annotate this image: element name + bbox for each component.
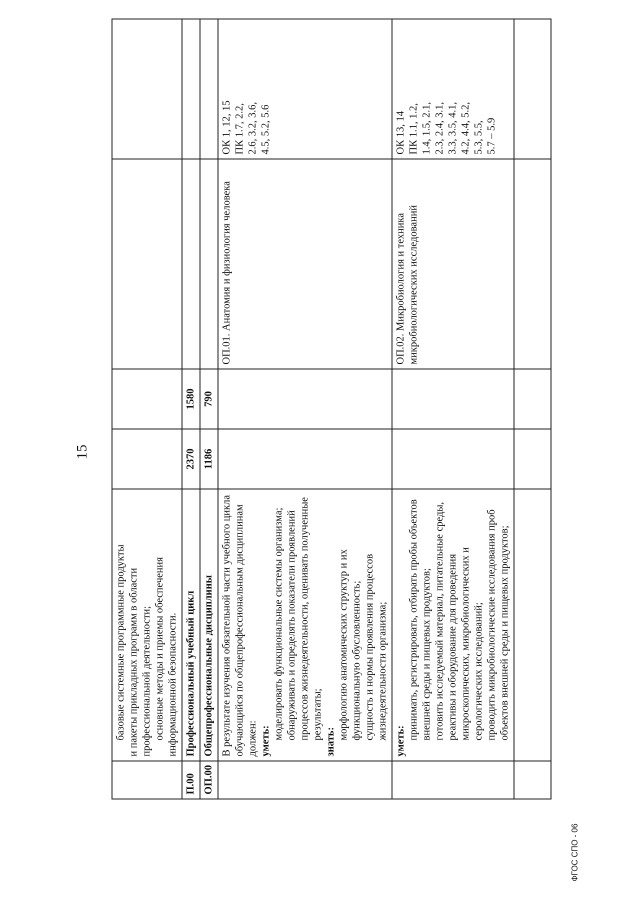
page-number: 15 xyxy=(74,444,90,460)
intro-text: В результате изучения обязательной части учебного цикла обучающийся по общепрофессиональным дисциплинам должен: xyxy=(221,494,258,757)
footer-code: ФГОС СПО - 06 xyxy=(570,823,579,882)
content-cell xyxy=(218,489,392,761)
list-item: основные методы и приемы обеспечения xyxy=(154,557,165,741)
rotated-page xyxy=(50,5,590,900)
competence-line: 5.3, 5.5, xyxy=(473,120,484,155)
competence-line: ПК 1.1, 1.2, xyxy=(408,103,419,155)
competence-line: 1.4, 1.5, 2.1, xyxy=(421,102,432,155)
competence-cell xyxy=(514,19,551,159)
competence-line: 2.3, 2.4, 3.1, xyxy=(434,102,445,155)
list-item: принимать, регистрировать, отбирать пробы объектов внешней среды и пищевых продуктов; xyxy=(408,499,432,741)
row-code: П.00 xyxy=(182,761,200,799)
competence-line: 3.3, 3.5, 4.1, xyxy=(447,102,458,155)
mandatory-hours: 790 xyxy=(200,369,218,429)
code-cell xyxy=(514,761,551,799)
competence-line: ПК 1.7, 2.2, xyxy=(234,103,245,155)
competence-line: 2.6, 3.2, 3.6, xyxy=(247,102,258,155)
total-hours: 2370 xyxy=(182,429,200,489)
table-row xyxy=(182,19,200,799)
list-item: морфологию анатомических структур и их функциональную обусловленность; xyxy=(338,549,362,741)
mandatory-cell xyxy=(218,369,392,429)
discipline-cell xyxy=(182,159,200,369)
total-cell xyxy=(514,429,551,489)
table-row xyxy=(112,19,182,799)
table-row xyxy=(392,19,514,799)
table-row xyxy=(218,19,392,799)
mandatory-hours: 1580 xyxy=(182,369,200,429)
discipline-name: ОП.01. Анатомия и физиология человека xyxy=(218,159,392,369)
content-cell xyxy=(514,489,551,761)
list-item: информационной безопасности. xyxy=(167,612,178,757)
row-code: ОП.00 xyxy=(200,761,218,799)
table-row xyxy=(514,19,551,799)
competence-line: 4.2, 4.4, 5.2, xyxy=(460,102,471,155)
competence-line: 4.5, 5.2, 5.6 xyxy=(260,104,271,155)
competence-line: 5.7 – 5.9 xyxy=(486,117,497,155)
row-title: Общепрофессиональные дисциплины xyxy=(200,489,218,761)
content-cell xyxy=(112,489,182,761)
list-item: обнаруживать и определять показатели проявлений процессов жизнедеятельности, оценивать полученные результаты; xyxy=(286,497,323,741)
total-hours: 1186 xyxy=(200,429,218,489)
curriculum-table xyxy=(111,19,551,800)
code-cell xyxy=(112,761,182,799)
code-cell xyxy=(392,761,514,799)
list-item: профессиональной деятельности; xyxy=(141,605,152,757)
competence-line: ОК 1, 12, 15 xyxy=(221,100,232,155)
knowledge-label: знать: xyxy=(325,727,336,757)
content-cell xyxy=(392,489,514,761)
list-item: и пакеты прикладных программ в области xyxy=(128,567,139,757)
table-row xyxy=(200,19,218,799)
discipline-cell xyxy=(514,159,551,369)
competence-cell xyxy=(112,19,182,159)
total-cell xyxy=(392,429,514,489)
mandatory-cell xyxy=(392,369,514,429)
competence-line: ОК 13, 14 xyxy=(395,111,406,155)
document-sheet xyxy=(50,5,590,900)
competence-codes xyxy=(218,19,392,159)
skills-label: уметь: xyxy=(395,725,406,757)
competence-codes xyxy=(392,19,514,159)
row-title: Профессиональный учебный цикл xyxy=(182,489,200,761)
code-cell xyxy=(218,761,392,799)
competence-cell xyxy=(200,19,218,159)
competence-cell xyxy=(182,19,200,159)
skills-label: уметь: xyxy=(260,725,271,757)
discipline-cell xyxy=(112,159,182,369)
mandatory-cell xyxy=(112,369,182,429)
list-item: базовые системные программные продукты xyxy=(115,544,126,741)
list-item: сущность и нормы проявления процессов жизнедеятельности организма; xyxy=(364,553,388,741)
total-cell xyxy=(112,429,182,489)
mandatory-cell xyxy=(514,369,551,429)
total-cell xyxy=(218,429,392,489)
discipline-cell xyxy=(200,159,218,369)
discipline-name: ОП.02. Микробиология и техника микробиологических исследований xyxy=(392,159,514,369)
list-item: моделировать функциональные системы организма; xyxy=(273,507,284,741)
list-item: готовить исследуемый материал, питательные среды, реактивы и оборудование для проведения микроскопических, микробиологических и серологических исследований; xyxy=(434,501,484,741)
list-item: проводить микробиологические исследования проб объектов внешней среды и пищевых продуктов; xyxy=(486,509,510,741)
